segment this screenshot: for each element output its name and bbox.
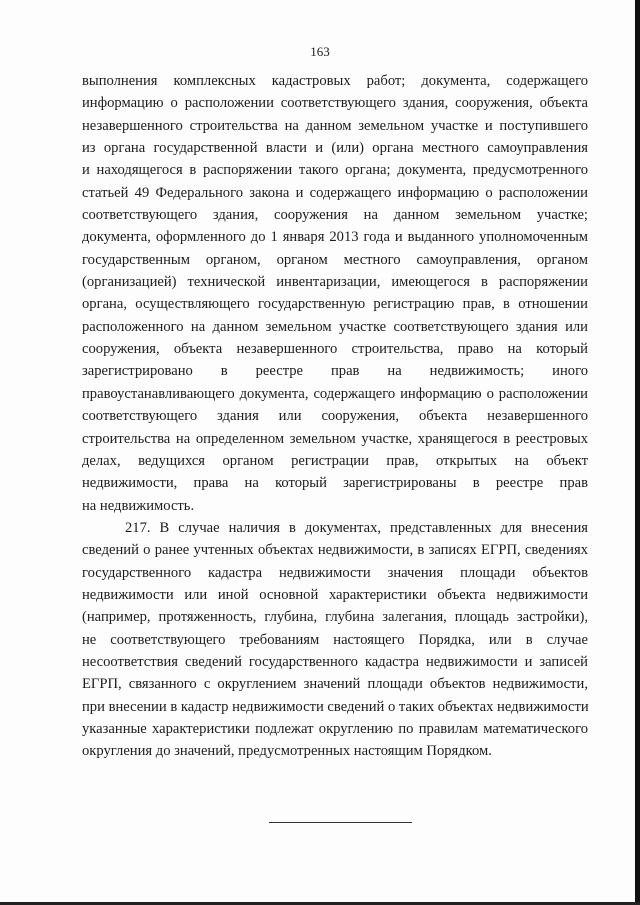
scan-edge-right	[635, 0, 640, 905]
text-line: при внесении в кадастр недвижимости сведений о таких объектах недвижимости	[82, 698, 589, 715]
text-line: несоответствия сведений государственного кадастра недвижимости и записей	[82, 653, 588, 670]
document-body	[82, 70, 588, 763]
text-line: государственным органом, органом местного самоуправления, органом	[82, 251, 588, 268]
text-line: статьей 49 Федерального закона и содержащего информацию о расположении	[82, 184, 588, 201]
text-line: из органа государственной власти и (или) органа местного самоуправления	[82, 140, 588, 157]
text-line: делах, ведущихся органом регистрации прав, открытых на объект	[82, 452, 588, 469]
text-line: и находящегося в распоряжении такого органа; документа, предусмотренного	[82, 162, 588, 179]
text-line: не соответствующего требованиям настоящего Порядка, или в случае	[82, 631, 588, 648]
footer-divider	[269, 822, 412, 823]
text-line: выполнения комплексных кадастровых работ; документа, содержащего	[82, 73, 588, 89]
text-line: округления до значений, предусмотренных настоящим Порядком.	[82, 743, 492, 760]
text-line: (организацией) технической инвентаризации, имеющегося в распоряжении	[82, 274, 588, 291]
text-line: (например, протяженность, глубина, глубина залегания, площадь застройки),	[82, 609, 588, 626]
text-line: соответствующего здания или сооружения, объекта незавершенного	[82, 408, 588, 425]
text-line: информацию о расположении соответствующего здания, сооружения, объекта	[82, 95, 588, 112]
text-line: сооружения, объекта незавершенного строительства, право на который	[82, 341, 588, 358]
text-line: соответствующего здания, сооружения на данном земельном участке;	[82, 207, 588, 224]
paragraph	[82, 517, 588, 763]
text-line: сведений о ранее учтенных объектах недвижимости, в записях ЕГРП, сведениях	[82, 542, 588, 559]
text-line: правоустанавливающего документа, содержащего информацию о расположении	[82, 385, 588, 402]
page-number: 163	[310, 44, 330, 59]
text-line: на недвижимость.	[82, 497, 195, 514]
text-line: строительства на определенном земельном участке, хранящегося в реестровых	[82, 430, 588, 447]
text-line: ЕГРП, связанного с округлением значений площади объектов недвижимости,	[82, 676, 588, 693]
text-line: зарегистрировано в реестре прав на недвижимость; иного	[82, 363, 588, 380]
text-line: органа, осуществляющего государственную регистрацию прав, в отношении	[82, 296, 588, 313]
text-line: недвижимости, права на который зарегистрированы в реестре прав	[82, 475, 588, 492]
text-line: недвижимости или иной основной характеристики объекта недвижимости	[82, 586, 588, 603]
text-line: 217. В случае наличия в документах, представленных для внесения	[125, 519, 588, 536]
text-line: документа, оформленного до 1 января 2013 года и выданного уполномоченным	[82, 229, 588, 246]
paragraph	[82, 70, 588, 517]
text-line: указанные характеристики подлежат округлению по правилам математического	[82, 720, 588, 737]
text-line: расположенного на данном земельном участке соответствующего здания или	[82, 318, 588, 335]
text-line: незавершенного строительства на данном земельном участке и поступившего	[82, 117, 588, 134]
text-line: государственного кадастра недвижимости значения площади объектов	[82, 564, 588, 581]
